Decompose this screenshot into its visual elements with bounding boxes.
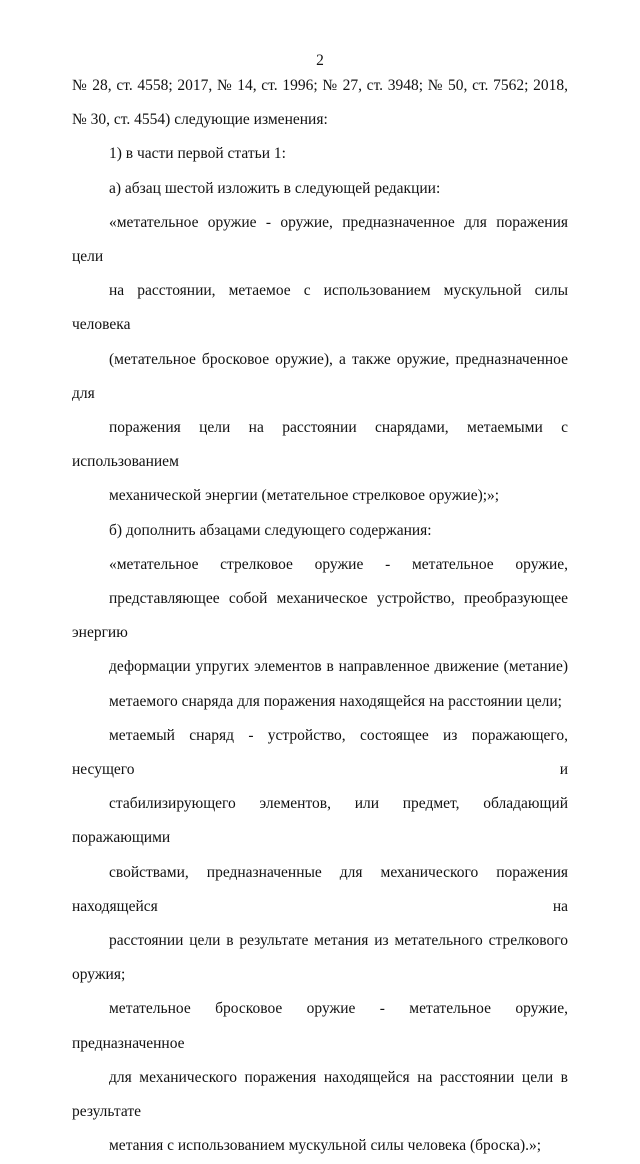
text-line: стабилизирующего элементов, или предмет, обладающий поражающими xyxy=(72,795,568,847)
text-line: поражения цели на расстоянии снарядами, метаемыми с использованием xyxy=(72,419,568,471)
document-body xyxy=(72,69,568,1164)
text-line: «метательное стрелковое оружие - метательное оружие, xyxy=(109,555,568,573)
paragraph-definition-projectile xyxy=(72,719,568,993)
text-line: представляющее собой механическое устройство, преобразующее энергию xyxy=(72,590,568,642)
text-line: метаемого снаряда для поражения находящейся на расстоянии цели; xyxy=(109,692,562,710)
paragraph-item-1 xyxy=(72,137,568,171)
text-line: метания с использованием мускульной силы человека (броска).»; xyxy=(109,1137,542,1155)
paragraph-definition-shooting-weapon xyxy=(72,548,568,719)
text-line: механической энергии (метательное стрелковое оружие);»; xyxy=(109,487,500,505)
text-line: «метательное оружие - оружие, предназначенное для поражения цели xyxy=(72,213,568,266)
text-line: для механического поражения находящейся на расстоянии цели в результате xyxy=(72,1068,568,1121)
text-line: а) абзац шестой изложить в следующей редакции: xyxy=(109,179,441,197)
paragraph-definition-throwing-weapon xyxy=(72,206,568,514)
text-line: деформации упругих элементов в направленное движение (метание) xyxy=(109,658,568,676)
text-line: метаемый снаряд - устройство, состоящее из поражающего, несущего и xyxy=(72,726,568,779)
text-line: свойствами, предназначенные для механического поражения находящейся на xyxy=(72,863,568,915)
text-line: на расстоянии, метаемое с использованием мускульной силы человека xyxy=(72,282,568,334)
text-line: (метательное бросковое оружие), а также оружие, предназначенное для xyxy=(72,350,568,402)
text-line: № 30, ст. 4554) следующие изменения: xyxy=(72,111,328,129)
paragraph-subitem-b xyxy=(72,514,568,548)
text-line: 1) в части первой статьи 1: xyxy=(109,145,286,163)
text-line: метательное бросковое оружие - метательное оружие, предназначенное xyxy=(72,1000,568,1052)
paragraph-subitem-a xyxy=(72,172,568,206)
page-number: 2 xyxy=(316,52,324,69)
text-line: б) дополнить абзацами следующего содержания: xyxy=(109,521,432,539)
text-line: расстоянии цели в результате метания из метательного стрелкового оружия; xyxy=(72,932,568,984)
text-line: № 28, ст. 4558; 2017, № 14, ст. 1996; № 27, ст. 3948; № 50, ст. 7562; 2018, xyxy=(72,77,568,94)
paragraph-definition-thrown-weapon xyxy=(72,992,568,1163)
paragraph-amendment-intro xyxy=(72,69,568,137)
